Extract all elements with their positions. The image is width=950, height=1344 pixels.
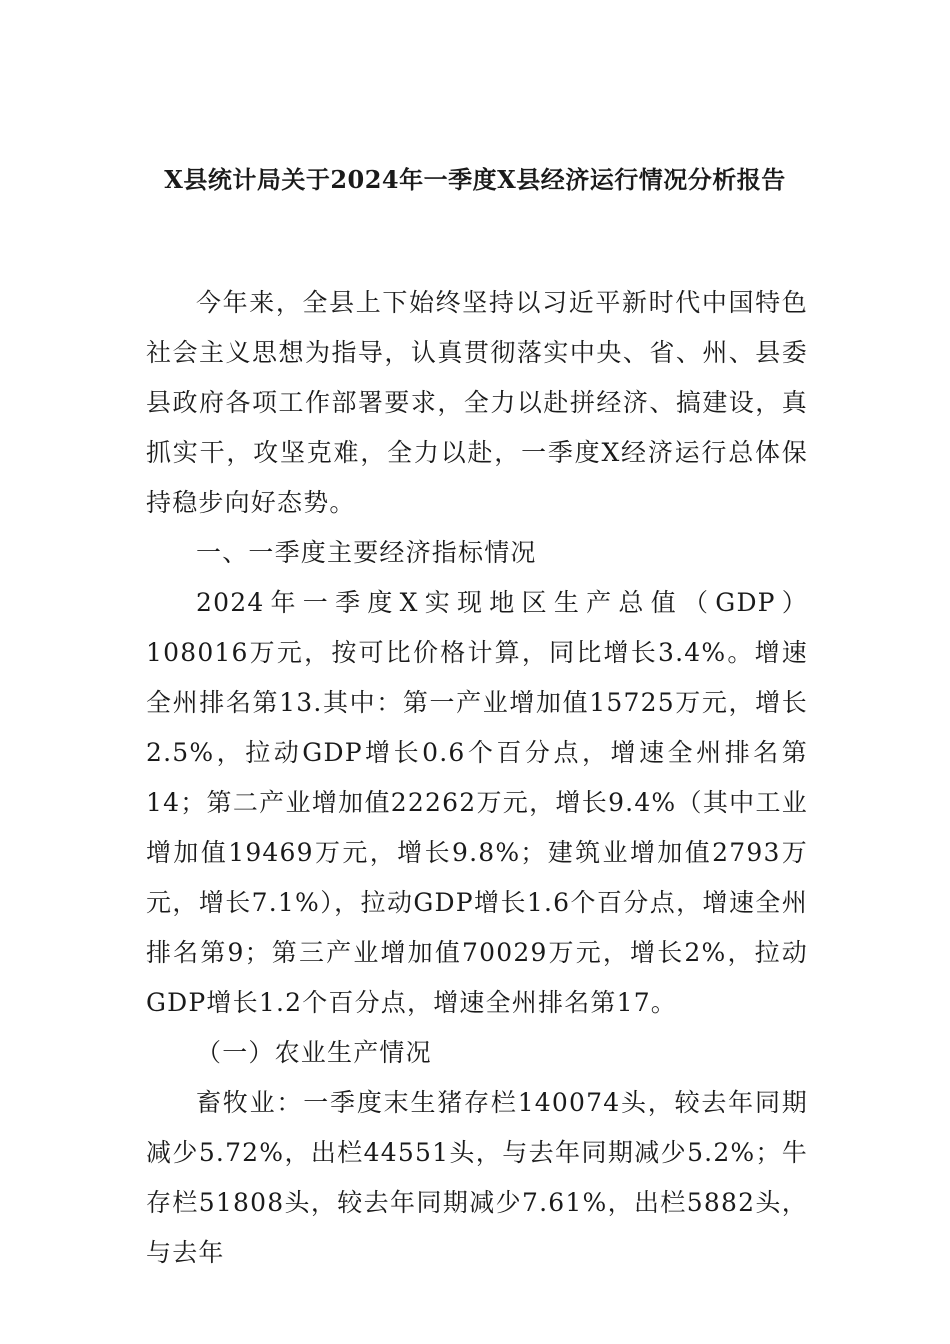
document-body (146, 278, 808, 1278)
intro-paragraph: 今年来，全县上下始终坚持以习近平新时代中国特色社会主义思想为指导，认真贯彻落实中央、省、州、县委县政府各项工作部署要求，全力以赴拼经济、搞建设，真抓实干，攻坚克难，全力以赴，一季度X经济运行总体保持稳步向好态势。 (146, 288, 808, 517)
livestock-paragraph: 畜牧业：一季度末生猪存栏140074头，较去年同期减少5.72%，出栏44551头，与去年同期减少5.2%；牛存栏51808头，较去年同期减少7.61%，出栏5882头，与去年 (146, 1088, 808, 1267)
subsection-heading-agriculture: （一）农业生产情况 (196, 1038, 432, 1067)
section-heading-indicators: 一、一季度主要经济指标情况 (196, 538, 537, 567)
document-title: X县统计局关于2024年一季度X县经济运行情况分析报告 (164, 165, 786, 194)
gdp-paragraph: 2024年一季度X实现地区生产总值（GDP）108016万元，按可比价格计算，同比增长3.4%。增速全州排名第13.其中：第一产业增加值15725万元，增长2.5%，拉动GDP增长0.6个百分点，增速全州排名第14；第二产业增加值22262万元，增长9.4%（其中工业增加值19469万元，增长9.8%；建筑业增加值2793万元，增长7.1%），拉动GDP增长1.6个百分点，增速全州排名第9；第三产业增加值70029万元，增长2%，拉动GDP增长1.2个百分点，增速全州排名第17。 (146, 588, 808, 1017)
